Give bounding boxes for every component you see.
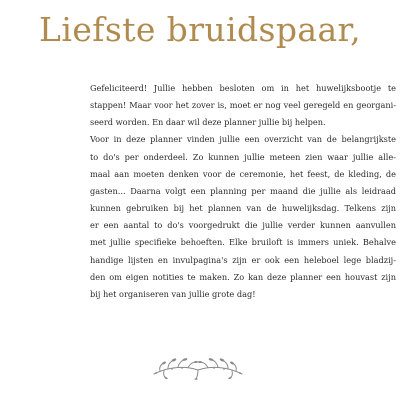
body-line: met jullie specifieke behoeften. Elke bruiloft is immers uniek. Behalve (90, 237, 396, 248)
body-line: Voor in deze planner vinden jullie een overzicht van de belangrijkste (90, 134, 396, 145)
body-line: seerd worden. En daar wil deze planner jullie bij helpen. (90, 117, 326, 128)
body-line: maal aan moeten denken voor de ceremonie, het feest, de kleding, de (90, 168, 396, 179)
body-line: to do's per onderdeel. Zo kunnen jullie meteen zien waar jullie alle- (90, 151, 396, 162)
body-line: er een aantal to do's voorgedrukt die jullie verder kunnen aanvullen (90, 220, 396, 231)
body-line: stappen! Maar voor het zover is, moet er nog veel geregeld en georgani- (90, 100, 396, 111)
body-line: bij het organiseren van jullie grote dag! (90, 288, 256, 299)
floral-vine-divider-icon (150, 352, 246, 382)
body-line: gasten... Daarna volgt een planning per maand die jullie als leidraad (90, 185, 396, 196)
body-line: den om eigen notities te maken. Zo kan deze planner een houvast zijn (90, 271, 396, 282)
page-title: Liefste bruidspaar, (39, 10, 361, 49)
body-line: Gefeliciteerd! Jullie hebben besloten om in het huwelijksbootje te (90, 83, 396, 93)
body-line: kunnen gebruiken bij het plannen van de huwelijksdag. Telkens zijn (90, 203, 396, 214)
letter-body (90, 80, 396, 303)
body-line: handige lijsten en invulpagina's zijn er ook een heleboel lege bladzij- (90, 254, 396, 265)
